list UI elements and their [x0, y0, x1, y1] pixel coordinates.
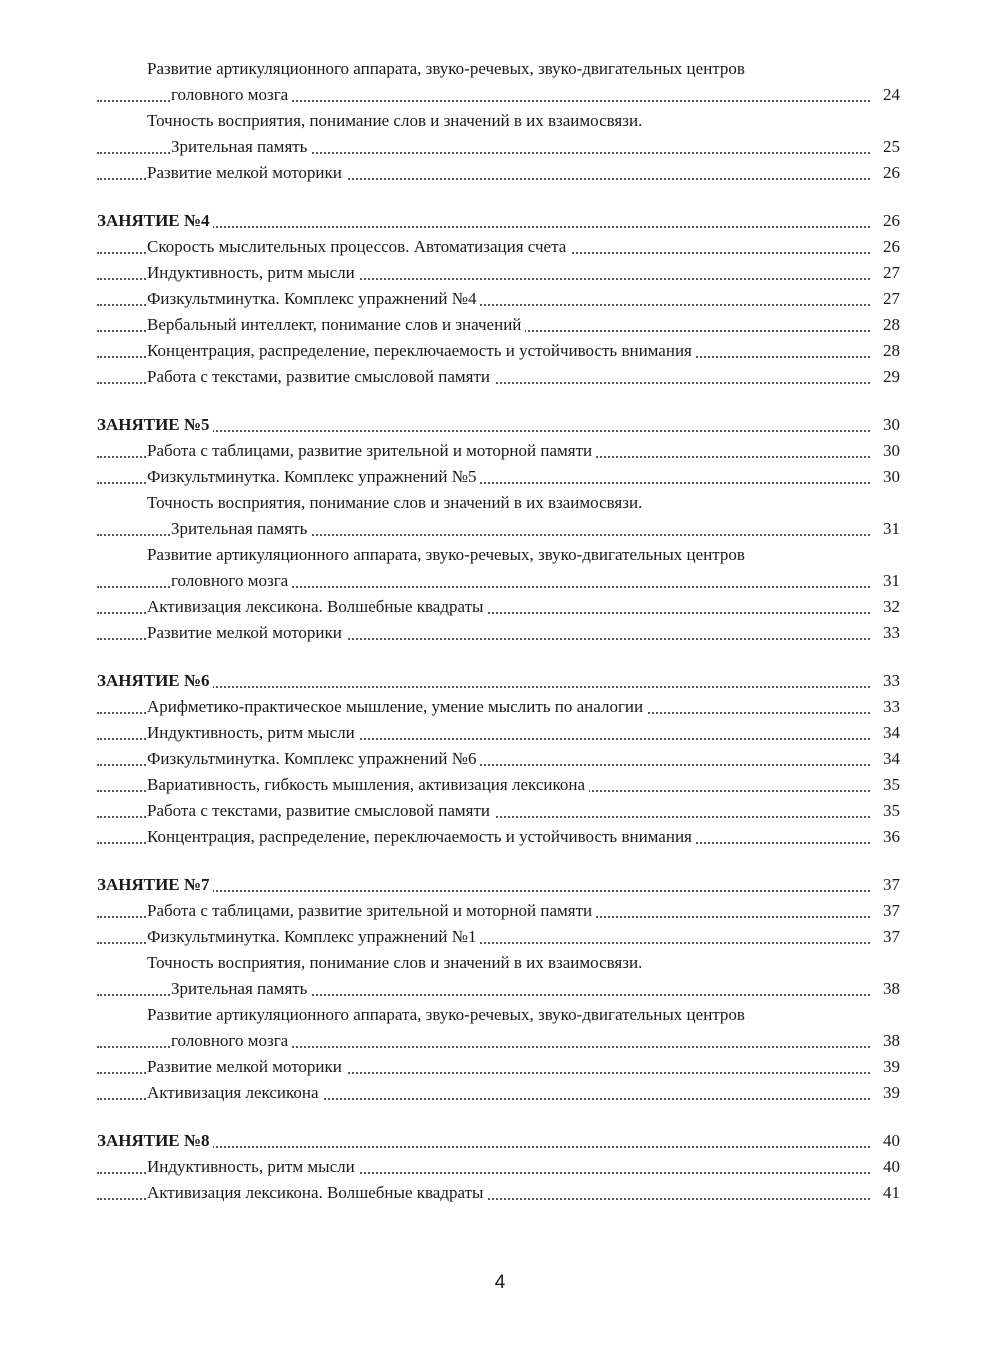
toc-page-number: 38: [872, 1028, 900, 1054]
toc-entry: [97, 234, 900, 260]
toc-page-number: 37: [872, 898, 900, 924]
toc-entry: [97, 1080, 900, 1106]
toc-page-number: 29: [872, 364, 900, 390]
section-gap: [97, 186, 900, 208]
table-of-contents: [97, 56, 900, 1206]
toc-page-number: 30: [872, 438, 900, 464]
toc-page-number: 34: [872, 746, 900, 772]
toc-page-number: 28: [872, 338, 900, 364]
toc-entry-continuation: [97, 134, 900, 160]
toc-entry-title: Развитие артикуляционного аппарата, звуко-речевых, звуко-двигательных центров: [147, 542, 749, 568]
toc-entry-title: Развитие мелкой моторики: [147, 160, 346, 186]
toc-entry: [97, 798, 900, 824]
toc-entry-title: Работа с текстами, развитие смысловой памяти: [147, 798, 494, 824]
toc-page-number: 25: [872, 134, 900, 160]
toc-page-number: 40: [872, 1154, 900, 1180]
toc-entry: [97, 464, 900, 490]
toc-entry-title: Скорость мыслительных процессов. Автоматизация счета: [147, 234, 570, 260]
toc-section-heading: [97, 668, 900, 694]
toc-entry: [97, 694, 900, 720]
toc-entry-title: Физкультминутка. Комплекс упражнений №1: [147, 924, 480, 950]
toc-entry-title: Физкультминутка. Комплекс упражнений №6: [147, 746, 480, 772]
toc-entry: [97, 1054, 900, 1080]
toc-page-number: 34: [872, 720, 900, 746]
toc-entry: [97, 286, 900, 312]
toc-entry: [97, 620, 900, 646]
toc-page-number: 24: [872, 82, 900, 108]
toc-entry-title: Развитие артикуляционного аппарата, звуко-речевых, звуко-двигательных центров: [147, 56, 749, 82]
toc-entry: [97, 824, 900, 850]
toc-page-number: 38: [872, 976, 900, 1002]
toc-page-number: 27: [872, 286, 900, 312]
toc-entry: [97, 160, 900, 186]
toc-entry-title: Физкультминутка. Комплекс упражнений №4: [147, 286, 480, 312]
toc-entry-continuation: [97, 1028, 900, 1054]
toc-entry-title: головного мозга: [171, 82, 292, 108]
toc-entry: [97, 260, 900, 286]
toc-page-number: 36: [872, 824, 900, 850]
toc-entry-title: Индуктивность, ритм мысли: [147, 1154, 359, 1180]
section-gap: [97, 390, 900, 412]
toc-section-heading: [97, 1128, 900, 1154]
toc-page-number: 31: [872, 516, 900, 542]
toc-page-number: 37: [872, 872, 900, 898]
toc-page-number: 30: [872, 464, 900, 490]
toc-section-heading: [97, 208, 900, 234]
toc-entry-title: Работа с таблицами, развитие зрительной и моторной памяти: [147, 898, 596, 924]
toc-entry-title: Активизация лексикона. Волшебные квадраты: [147, 1180, 487, 1206]
toc-page-number: 33: [872, 620, 900, 646]
toc-page-number: 30: [872, 412, 900, 438]
section-gap: [97, 850, 900, 872]
toc-entry-title: ЗАНЯТИЕ №6: [97, 668, 213, 694]
toc-entry-title: Точность восприятия, понимание слов и значений в их взаимосвязи.: [147, 490, 646, 516]
toc-entry-title: Активизация лексикона. Волшебные квадраты: [147, 594, 487, 620]
toc-entry-title: головного мозга: [171, 1028, 292, 1054]
toc-entry-title: Индуктивность, ритм мысли: [147, 720, 359, 746]
toc-entry-title: ЗАНЯТИЕ №8: [97, 1128, 213, 1154]
toc-entry-title: Концентрация, распределение, переключаемость и устойчивость внимания: [147, 338, 696, 364]
toc-entry-title: Работа с таблицами, развитие зрительной и моторной памяти: [147, 438, 596, 464]
toc-entry-title: Зрительная память: [171, 976, 311, 1002]
toc-entry-continuation: [97, 568, 900, 594]
toc-entry-title: ЗАНЯТИЕ №4: [97, 208, 213, 234]
toc-page-number: 26: [872, 160, 900, 186]
toc-entry-first-line: [97, 950, 900, 976]
toc-entry-title: Зрительная память: [171, 516, 311, 542]
toc-entry-title: ЗАНЯТИЕ №5: [97, 412, 213, 438]
toc-entry: [97, 1180, 900, 1206]
toc-entry-title: Индуктивность, ритм мысли: [147, 260, 359, 286]
toc-entry: [97, 338, 900, 364]
toc-page-number: 26: [872, 234, 900, 260]
toc-entry: [97, 746, 900, 772]
toc-entry: [97, 898, 900, 924]
toc-page-number: 40: [872, 1128, 900, 1154]
toc-page-number: 39: [872, 1080, 900, 1106]
toc-entry-first-line: [97, 56, 900, 82]
toc-entry-title: Развитие артикуляционного аппарата, звуко-речевых, звуко-двигательных центров: [147, 1002, 749, 1028]
toc-page-number: 37: [872, 924, 900, 950]
toc-entry-title: Активизация лексикона: [147, 1080, 323, 1106]
toc-entry: [97, 364, 900, 390]
toc-entry-title: Вербальный интеллект, понимание слов и значений: [147, 312, 525, 338]
section-gap: [97, 646, 900, 668]
toc-entry-continuation: [97, 976, 900, 1002]
toc-page-number: 27: [872, 260, 900, 286]
toc-page-number: 33: [872, 668, 900, 694]
toc-entry-title: Точность восприятия, понимание слов и значений в их взаимосвязи.: [147, 950, 646, 976]
toc-entry: [97, 438, 900, 464]
toc-page-number: 35: [872, 798, 900, 824]
toc-entry-title: Точность восприятия, понимание слов и значений в их взаимосвязи.: [147, 108, 646, 134]
toc-entry: [97, 772, 900, 798]
toc-page-number: 26: [872, 208, 900, 234]
toc-entry-first-line: [97, 542, 900, 568]
toc-entry-title: Концентрация, распределение, переключаемость и устойчивость внимания: [147, 824, 696, 850]
toc-entry-title: Физкультминутка. Комплекс упражнений №5: [147, 464, 480, 490]
toc-page-number: 31: [872, 568, 900, 594]
toc-entry-title: Арифметико-практическое мышление, умение мыслить по аналогии: [147, 694, 647, 720]
toc-entry-first-line: [97, 490, 900, 516]
toc-page-number: 33: [872, 694, 900, 720]
section-gap: [97, 1106, 900, 1128]
toc-page-number: 39: [872, 1054, 900, 1080]
toc-entry: [97, 312, 900, 338]
toc-entry-first-line: [97, 1002, 900, 1028]
toc-entry-title: Работа с текстами, развитие смысловой памяти: [147, 364, 494, 390]
toc-entry: [97, 720, 900, 746]
toc-page-number: 28: [872, 312, 900, 338]
toc-section-heading: [97, 412, 900, 438]
toc-entry-title: Развитие мелкой моторики: [147, 620, 346, 646]
toc-entry-title: Развитие мелкой моторики: [147, 1054, 346, 1080]
toc-section-heading: [97, 872, 900, 898]
toc-entry-title: ЗАНЯТИЕ №7: [97, 872, 213, 898]
toc-entry: [97, 1154, 900, 1180]
toc-entry: [97, 594, 900, 620]
toc-entry-continuation: [97, 516, 900, 542]
toc-entry-first-line: [97, 108, 900, 134]
toc-entry-title: Вариативность, гибкость мышления, активизация лексикона: [147, 772, 589, 798]
page-number: 4: [494, 1272, 506, 1293]
toc-entry-continuation: [97, 82, 900, 108]
toc-page-number: 35: [872, 772, 900, 798]
toc-page-number: 41: [872, 1180, 900, 1206]
toc-entry-title: головного мозга: [171, 568, 292, 594]
toc-entry-title: Зрительная память: [171, 134, 311, 160]
toc-entry: [97, 924, 900, 950]
toc-page-number: 32: [872, 594, 900, 620]
